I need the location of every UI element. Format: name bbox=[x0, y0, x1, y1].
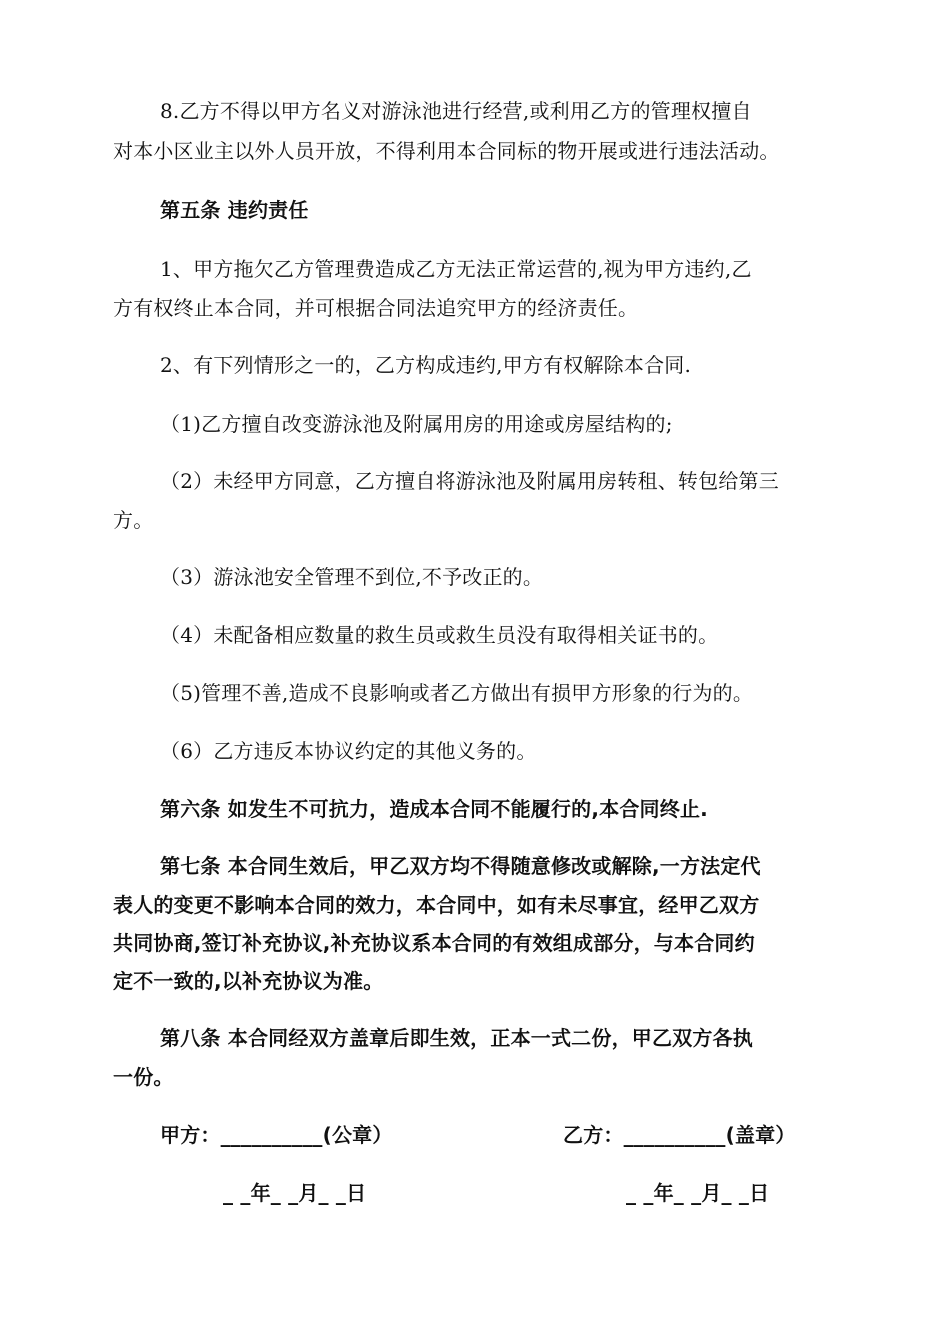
article-7-line-4: 定不一致的,以补充协议为准。 bbox=[113, 969, 384, 993]
article-5-item-1-line-1: 1、甲方拖欠乙方管理费造成乙方无法正常运营的,视为甲方违约,乙 bbox=[160, 257, 752, 281]
article-5-item-2: 2、有下列情形之一的，乙方构成违约,甲方有权解除本合同. bbox=[160, 353, 692, 377]
clause-8-line-1: 8.乙方不得以甲方名义对游泳池进行经营,或利用乙方的管理权擅自 bbox=[160, 99, 752, 123]
article-7-line-1: 第七条 本合同生效后，甲乙双方均不得随意修改或解除,一方法定代 bbox=[160, 854, 761, 878]
article-8-line-2: 一份。 bbox=[113, 1065, 174, 1089]
party-a-date: _ _年_ _月_ _日 bbox=[223, 1181, 367, 1205]
article-5-heading: 第五条 违约责任 bbox=[160, 198, 309, 222]
article-5-sub-5: （5)管理不善,造成不良影响或者乙方做出有损甲方形象的行为的。 bbox=[160, 681, 754, 705]
party-a-signature: 甲方：__________(公章） bbox=[160, 1123, 393, 1147]
article-6: 第六条 如发生不可抗力，造成本合同不能履行的,本合同终止. bbox=[160, 797, 708, 821]
article-5-item-1-line-2: 方有权终止本合同，并可根据合同法追究甲方的经济责任。 bbox=[113, 296, 639, 320]
party-b-date: _ _年_ _月_ _日 bbox=[626, 1181, 770, 1205]
article-5-sub-3: （3）游泳池安全管理不到位,不予改正的。 bbox=[160, 565, 544, 589]
article-7-line-3: 共同协商,签订补充协议,补充协议系本合同的有效组成部分，与本合同约 bbox=[113, 931, 755, 955]
article-5-sub-4: （4）未配备相应数量的救生员或救生员没有取得相关证书的。 bbox=[160, 623, 719, 647]
article-7-line-2: 表人的变更不影响本合同的效力，本合同中，如有未尽事宜，经甲乙双方 bbox=[113, 893, 760, 917]
article-5-sub-6: （6）乙方违反本协议约定的其他义务的。 bbox=[160, 739, 537, 763]
article-8-line-1: 第八条 本合同经双方盖章后即生效，正本一式二份，甲乙双方各执 bbox=[160, 1026, 753, 1050]
article-5-sub-2-line-2: 方。 bbox=[113, 508, 154, 532]
article-5-sub-1: （1)乙方擅自改变游泳池及附属用房的用途或房屋结构的; bbox=[160, 412, 673, 436]
article-5-sub-2-line-1: （2）未经甲方同意，乙方擅自将游泳池及附属用房转租、转包给第三 bbox=[160, 469, 779, 493]
party-b-signature: 乙方：__________(盖章） bbox=[563, 1123, 796, 1147]
clause-8-line-2: 对本小区业主以外人员开放，不得利用本合同标的物开展或进行违法活动。 bbox=[113, 139, 780, 163]
